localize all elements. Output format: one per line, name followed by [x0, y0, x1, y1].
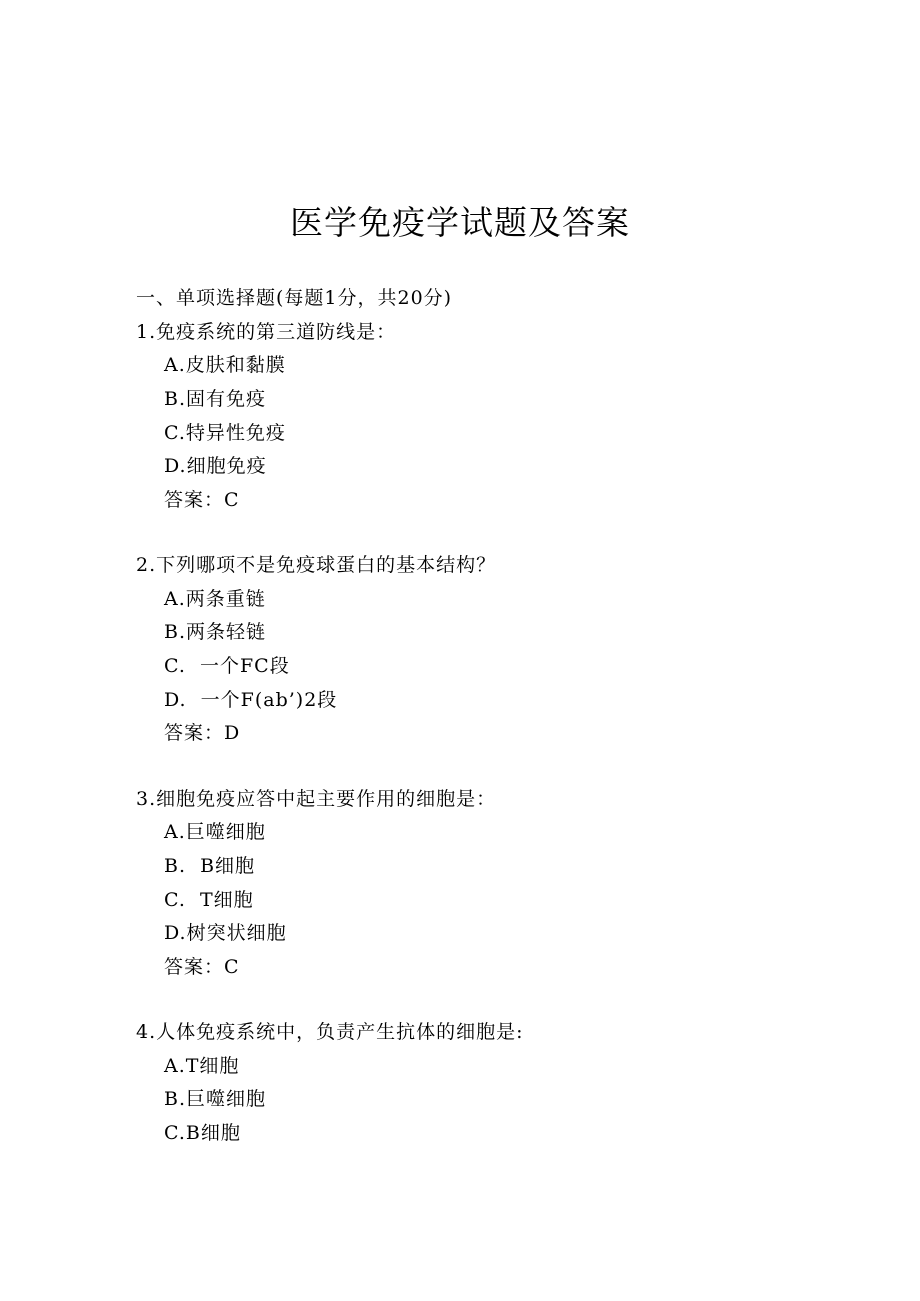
question-text: 3.细胞免疫应答中起主要作用的细胞是：	[136, 788, 497, 810]
option-c: C.特异性免疫	[164, 422, 286, 444]
option-d: D.细胞免疫	[164, 455, 267, 477]
page-title: 医学免疫学试题及答案	[290, 203, 630, 242]
option-c: C.B细胞	[164, 1122, 241, 1144]
option-b: B. B细胞	[164, 855, 256, 877]
option-a: A.巨噬细胞	[164, 821, 266, 843]
option-c: C. 一个FC段	[164, 655, 290, 677]
option-d: D. 一个F(ab’)2段	[164, 689, 338, 711]
section-heading: 一、单项选择题(每题1分，共20分)	[136, 287, 453, 309]
option-a: A.T细胞	[164, 1055, 240, 1077]
option-a: A.两条重链	[164, 588, 266, 610]
option-b: B.巨噬细胞	[164, 1088, 267, 1110]
question-text: 2.下列哪项不是免疫球蛋白的基本结构？	[136, 554, 497, 576]
option-b: B.两条轻链	[164, 621, 267, 643]
option-d: D.树突状细胞	[164, 922, 287, 944]
question-text: 1.免疫系统的第三道防线是：	[136, 321, 397, 343]
option-c: C. T细胞	[164, 889, 254, 911]
answer-line: 答案：C	[164, 956, 240, 978]
answer-line: 答案：D	[164, 722, 241, 744]
answer-line: 答案：C	[164, 489, 240, 511]
option-b: B.固有免疫	[164, 388, 267, 410]
question-text: 4.人体免疫系统中，负责产生抗体的细胞是:	[136, 1021, 524, 1043]
option-a: A.皮肤和黏膜	[164, 354, 286, 376]
